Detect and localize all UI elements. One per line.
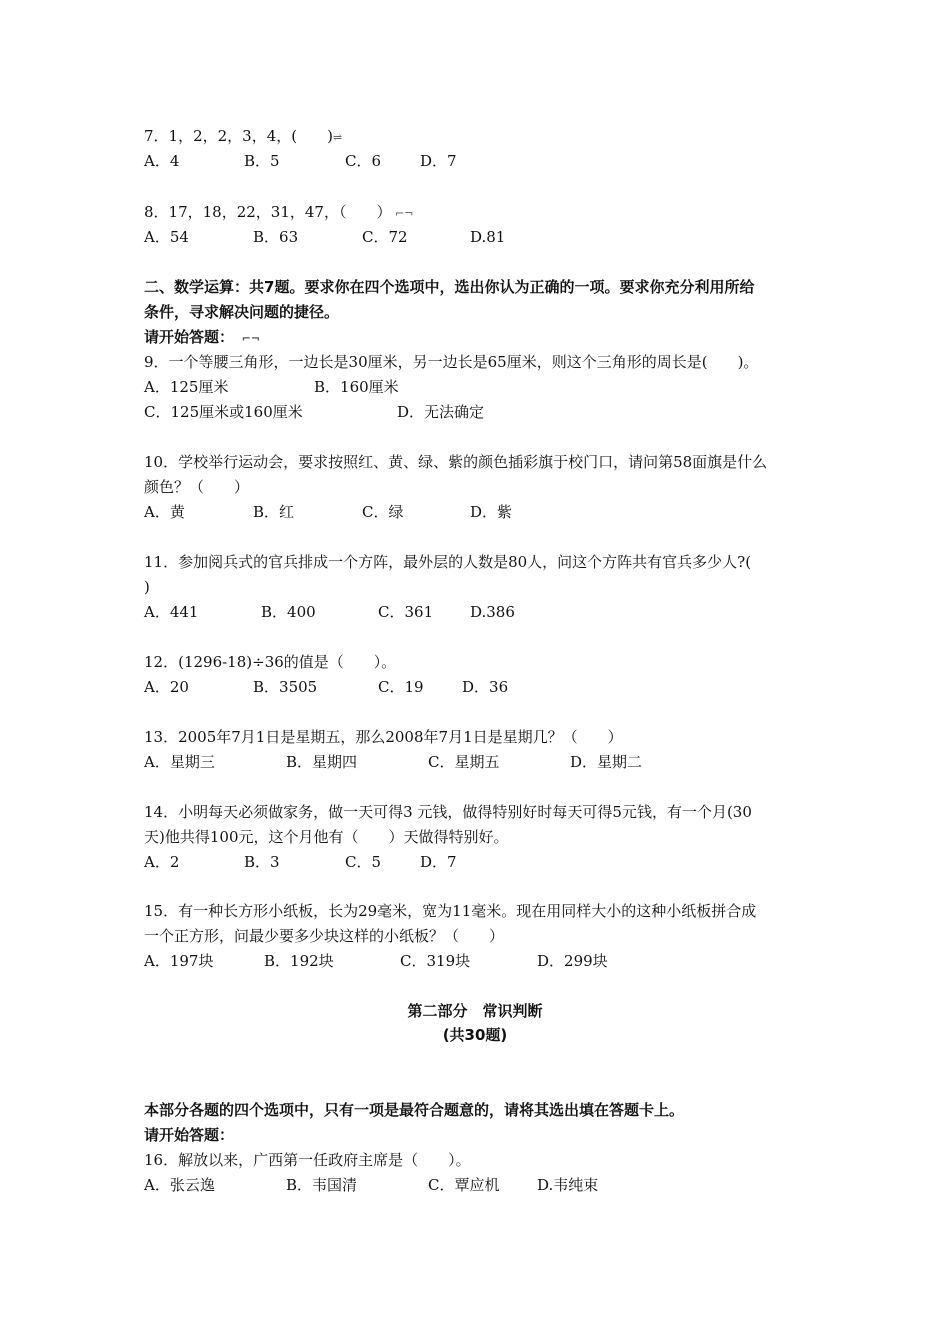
q14-options bbox=[144, 852, 844, 872]
q10-option-a: A．黄 bbox=[144, 503, 185, 521]
q10-stem-line2: 颜色？（ ） bbox=[144, 478, 250, 496]
q13-options bbox=[144, 752, 844, 772]
q10-option-c: C．绿 bbox=[362, 503, 404, 521]
q15-stem-line1: 15．有一种长方形小纸板，长为29毫米，宽为11毫米。现在用同样大小的这种小纸板拼合成 bbox=[144, 902, 757, 920]
q12-option-d: D．36 bbox=[462, 678, 509, 696]
q11-option-b: B．400 bbox=[261, 603, 316, 621]
q11-stem-line2: ) bbox=[144, 578, 150, 596]
q10-stem-line1: 10．学校举行运动会，要求按照红、黄、绿、紫的颜色插彩旗于校门口，请问第58面旗是什么 bbox=[144, 453, 768, 471]
q8-option-b: B．63 bbox=[253, 228, 299, 246]
q7-option-b: B．5 bbox=[244, 152, 280, 170]
q15-options bbox=[144, 951, 844, 971]
q16-option-b: B．韦国清 bbox=[286, 1176, 358, 1194]
q11-option-c: C．361 bbox=[378, 603, 434, 621]
q8-option-a: A．54 bbox=[144, 228, 189, 246]
q15-option-c: C．319块 bbox=[400, 952, 471, 970]
q9-option-a: A．125厘米 bbox=[144, 378, 229, 396]
q8-options bbox=[144, 227, 844, 247]
q12-option-c: C．19 bbox=[378, 678, 424, 696]
q12-option-a: A．20 bbox=[144, 678, 189, 696]
q9-stem: 9．一个等腰三角形，一边长是30厘米，另一边长是65厘米，则这个三角形的周长是( )。 bbox=[144, 353, 759, 371]
q13-option-a: A．星期三 bbox=[144, 753, 215, 771]
q7-options bbox=[144, 151, 844, 171]
q16-options bbox=[144, 1175, 844, 1195]
q15-option-a: A．197块 bbox=[144, 952, 214, 970]
q11-stem-line1: 11．参加阅兵式的官兵排成一个方阵，最外层的人数是80人，问这个方阵共有官兵多少人?( bbox=[144, 553, 752, 571]
q15-option-b: B．192块 bbox=[264, 952, 334, 970]
q9-option-c: C．125厘米或160厘米 bbox=[144, 403, 303, 421]
q12-option-b: B．3505 bbox=[253, 678, 318, 696]
q15-stem-line2: 一个正方形，问最少要多少块这样的小纸板？（ ） bbox=[144, 927, 505, 945]
q8-stem: 8．17，18，22，31，47，（ ） ⌐¬ bbox=[144, 203, 414, 221]
q11-options bbox=[144, 602, 844, 622]
q16-option-d: D.韦纯束 bbox=[537, 1176, 599, 1194]
q10-options bbox=[144, 502, 844, 522]
q9-options-row1 bbox=[144, 377, 844, 397]
q16-option-c: C．覃应机 bbox=[428, 1176, 500, 1194]
q9-option-b: B．160厘米 bbox=[314, 378, 399, 396]
q8-option-c: C．72 bbox=[362, 228, 408, 246]
section2-start-prompt: 请开始答题： ⌐¬ bbox=[144, 328, 261, 346]
q11-option-a: A．441 bbox=[144, 603, 199, 621]
q14-stem-line2: 天)他共得100元，这个月他有（ ）天做得特别好。 bbox=[144, 828, 509, 846]
q10-option-b: B．红 bbox=[253, 503, 295, 521]
q8-option-d: D.81 bbox=[470, 228, 506, 246]
q7-stem: 7．1，2，2，3，4，( )⇌ bbox=[144, 127, 343, 145]
q7-option-d: D．7 bbox=[420, 152, 457, 170]
part2-instruction: 本部分各题的四个选项中，只有一项是最符合题意的，请将其选出填在答题卡上。 bbox=[144, 1101, 685, 1119]
q16-option-a: A．张云逸 bbox=[144, 1176, 215, 1194]
q10-option-d: D．紫 bbox=[470, 503, 513, 521]
q13-stem: 13．2005年7月1日是星期五，那么2008年7月1日是星期几？（ ） bbox=[144, 728, 623, 746]
q12-stem: 12．(1296-18)÷36的值是（ ）。 bbox=[144, 653, 397, 671]
section2-heading-line1: 二、数学运算：共7题。要求你在四个选项中，选出你认为正确的一项。要求你充分利用所给 bbox=[144, 278, 755, 296]
q14-option-b: B．3 bbox=[244, 853, 280, 871]
q16-stem: 16．解放以来，广西第一任政府主席是（ ）。 bbox=[144, 1151, 471, 1169]
q13-option-b: B．星期四 bbox=[286, 753, 358, 771]
q13-option-c: C．星期五 bbox=[428, 753, 500, 771]
q12-options bbox=[144, 677, 844, 697]
q15-option-d: D．299块 bbox=[537, 952, 608, 970]
part2-start-prompt: 请开始答题： bbox=[144, 1126, 235, 1144]
q14-option-c: C．5 bbox=[345, 853, 382, 871]
q9-option-d: D．无法确定 bbox=[397, 403, 485, 421]
q9-options-row2 bbox=[144, 402, 844, 422]
q13-option-d: D．星期二 bbox=[570, 753, 643, 771]
q14-option-d: D．7 bbox=[420, 853, 457, 871]
section2-heading-line2: 条件，寻求解决问题的捷径。 bbox=[144, 303, 340, 321]
q14-stem-line1: 14．小明每天必须做家务，做一天可得3 元钱，做得特别好时每天可得5元钱，有一个月(30 bbox=[144, 803, 752, 821]
q7-option-a: A．4 bbox=[144, 152, 180, 170]
part2-subtitle: (共30题) bbox=[442, 1026, 508, 1044]
q7-option-c: C．6 bbox=[345, 152, 382, 170]
part2-title: 第二部分 常识判断 bbox=[407, 1002, 543, 1020]
q11-option-d: D.386 bbox=[470, 603, 515, 621]
q14-option-a: A．2 bbox=[144, 853, 180, 871]
